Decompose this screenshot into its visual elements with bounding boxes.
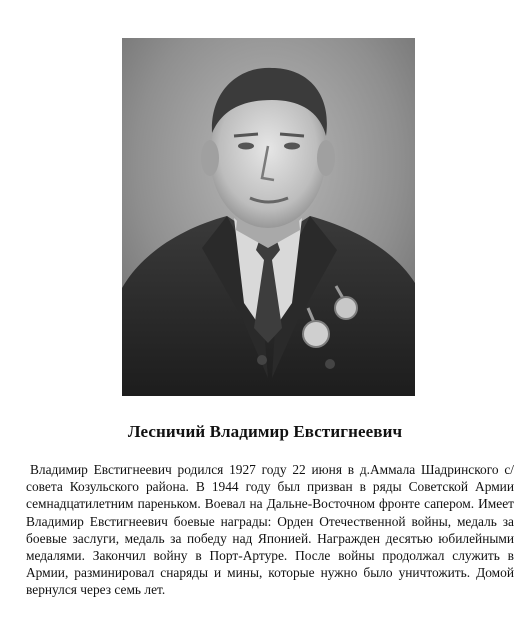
- person-name: Лесничий Владимир Евстигнеевич: [127, 422, 403, 441]
- biography-text: Владимир Евстигнеевич родился 1927 году 22 июня в д.Аммала Шадринского с/совета Козульского района. В 1944 году был призван в ряды Советской Армии семнадцатилетним пареньком. Воевал на Дальне-Восточном фронте сапером. Имеет Владимир Евстигнеевич боевые награды: Орден Отечественной войны, медаль за боевые заслуги, медаль за победу над Японией. Награжден десятью юбилейными медалями. Закончил войну в Порт-Артуре. После войны продолжал служить в Армии, разминировал снаряды и мины, которые нужно было уничтожить. Домой вернулся через семь лет.: [26, 462, 514, 598]
- portrait-photo: [122, 38, 415, 396]
- portrait-photo-icon: [122, 38, 415, 396]
